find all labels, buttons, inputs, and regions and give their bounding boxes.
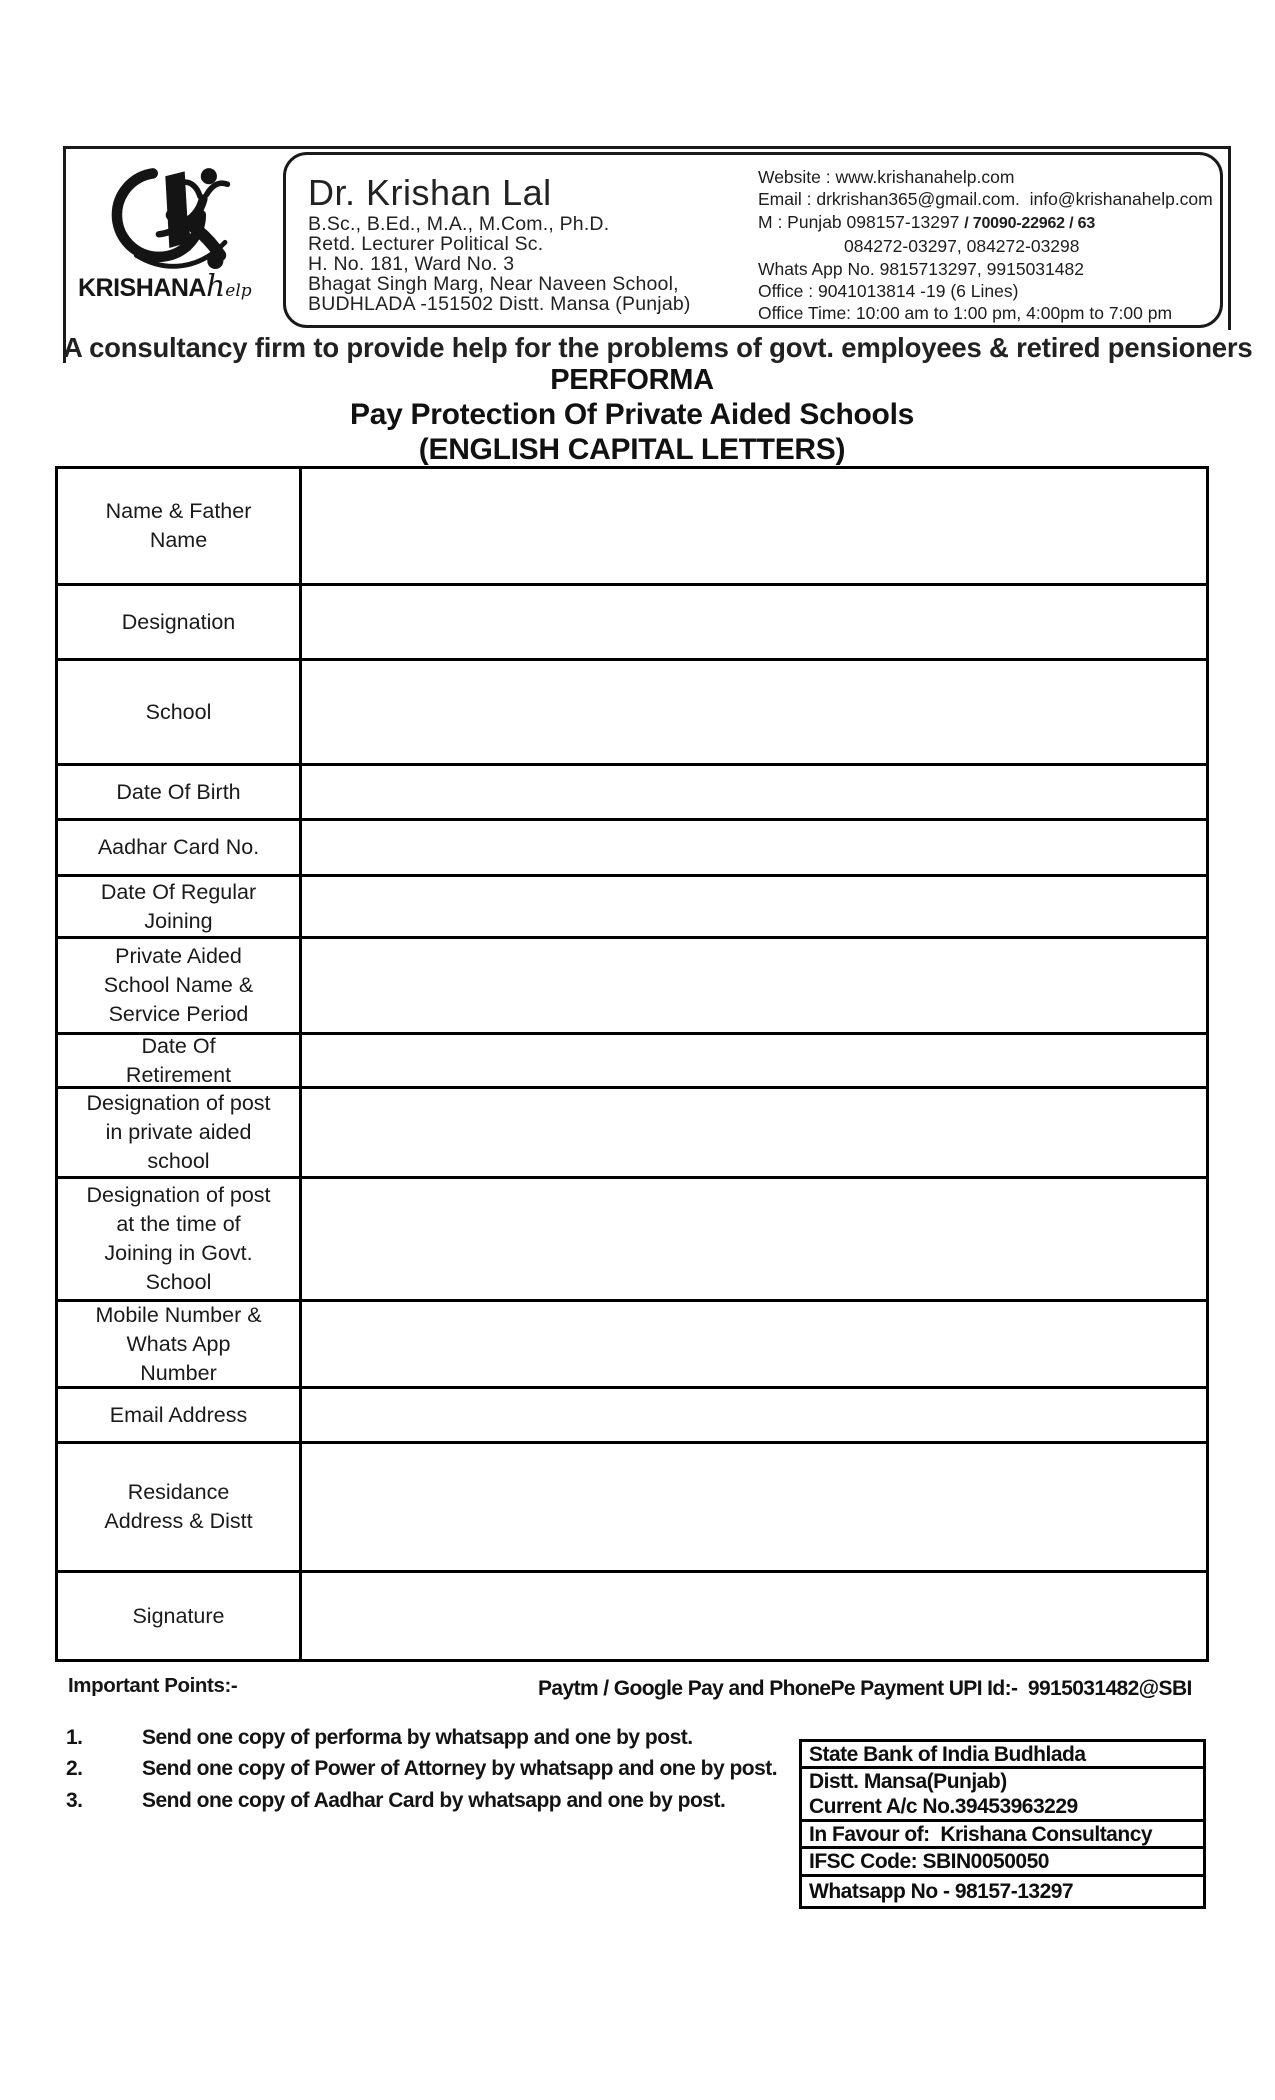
point-text: Send one copy of performa by whatsapp and one by post. <box>142 1726 693 1749</box>
row-label-cell <box>58 1389 302 1441</box>
point-item <box>66 1785 776 1816</box>
row-label: School <box>145 699 212 724</box>
row-label: Private Aided School Name & Service Period <box>103 944 254 1026</box>
row-value-cell <box>302 1302 1206 1386</box>
bank-district: Distt. Mansa(Punjab) <box>809 1770 1007 1793</box>
table-row <box>58 1389 1206 1444</box>
form-table <box>55 466 1209 1662</box>
office-time-line: Office Time: 10:00 am to 1:00 pm, 4:00pm to 7:00 pm <box>758 303 1173 324</box>
payment-upi-line: Paytm / Google Pay and PhonePe Payment UPI Id:- 9915031482@SBI <box>538 1677 1192 1700</box>
row-label: Signature <box>132 1603 225 1628</box>
bank-row-whatsapp <box>802 1877 1203 1906</box>
logo-brand-main: KRISHANA <box>78 274 206 302</box>
point-number: 2. <box>66 1757 83 1781</box>
row-label: Name & Father Name <box>105 499 252 552</box>
whatsapp-line: Whats App No. 9815713297, 9915031482 <box>758 258 1084 279</box>
row-label-cell <box>58 877 302 936</box>
row-value-cell <box>302 939 1206 1032</box>
doctor-address-3: BUDHLADA -151502 Distt. Mansa (Punjab) <box>308 293 691 315</box>
bank-name: State Bank of India Budhlada <box>809 1742 1086 1766</box>
table-row <box>58 661 1206 766</box>
row-label-cell <box>58 586 302 658</box>
form-title: PERFORMA <box>550 364 714 396</box>
row-label-cell <box>58 821 302 874</box>
mobile-line <box>758 211 1220 235</box>
row-value-cell <box>302 877 1206 936</box>
table-row <box>58 766 1206 821</box>
row-label-cell <box>58 766 302 818</box>
doctor-name: Dr. Krishan Lal <box>308 172 552 213</box>
row-label-cell <box>58 1089 302 1176</box>
row-label: Date Of Retirement <box>125 1033 232 1087</box>
contact-details <box>758 155 1220 325</box>
row-label: Aadhar Card No. <box>97 835 260 859</box>
row-label-cell <box>58 1573 302 1659</box>
office-phone-line: Office : 9041013814 -19 (6 Lines) <box>758 281 1019 302</box>
row-value-cell <box>302 586 1206 658</box>
table-row <box>58 1302 1206 1389</box>
bank-whatsapp-number: Whatsapp No - 98157-13297 <box>809 1880 1074 1903</box>
doctor-profession: Retd. Lecturer Political Sc. <box>308 233 544 255</box>
table-row <box>58 877 1206 939</box>
point-text: Send one copy of Aadhar Card by whatsapp and one by post. <box>142 1788 726 1812</box>
point-text: Send one copy of Power of Attorney by whatsapp and one by post. <box>142 1757 778 1781</box>
row-value-cell <box>302 661 1206 763</box>
table-row <box>58 1573 1206 1659</box>
row-label-cell <box>58 1302 302 1386</box>
bank-row-bank-name <box>802 1742 1203 1769</box>
row-value-cell <box>302 1089 1206 1176</box>
row-label: Date Of Regular Joining <box>100 879 257 933</box>
logo-brand-script-elp: elp <box>225 281 252 301</box>
row-value-cell <box>302 766 1206 818</box>
table-row <box>58 1179 1206 1302</box>
point-number: 3. <box>66 1788 83 1812</box>
point-item <box>66 1753 776 1784</box>
row-value-cell <box>302 1573 1206 1659</box>
bank-row-district-account <box>802 1769 1203 1822</box>
row-value-cell <box>302 1179 1206 1299</box>
bank-details-table <box>799 1739 1206 1909</box>
doctor-details <box>286 155 758 325</box>
logo-brand-text <box>78 269 283 304</box>
doctor-address-1: H. No. 181, Ward No. 3 <box>308 253 515 275</box>
row-label: Designation of post at the time of Joining in Govt. School <box>86 1183 271 1294</box>
row-label-cell <box>58 661 302 763</box>
row-value-cell <box>302 1444 1206 1570</box>
table-row <box>58 939 1206 1035</box>
important-points-heading: Important Points:- <box>68 1674 238 1697</box>
bank-account-number: Current A/c No.39453963229 <box>809 1795 1078 1818</box>
row-value-cell <box>302 1035 1206 1086</box>
row-label-cell <box>58 1179 302 1299</box>
row-label: Residance Address & Distt <box>104 1480 253 1533</box>
website-line: Website : www.krishanahelp.com <box>758 167 1015 187</box>
phones-line: 084272-03297, 084272-03298 <box>844 236 1080 257</box>
row-label: Designation <box>121 609 236 634</box>
row-label: Mobile Number & Whats App Number <box>95 1302 262 1385</box>
form-subtitle: Pay Protection Of Private Aided Schools <box>350 398 914 431</box>
row-value-cell <box>302 821 1206 874</box>
bank-row-ifsc <box>802 1849 1203 1877</box>
mobile-line-bold: / 70090-22962 / 63 <box>964 214 1096 232</box>
point-number: 1. <box>66 1726 83 1749</box>
doctor-address-2: Bhagat Singh Marg, Near Naveen School, <box>308 273 679 295</box>
row-label-cell <box>58 939 302 1032</box>
doctor-degrees: B.Sc., B.Ed., M.A., M.Com., Ph.D. <box>308 213 610 235</box>
point-item <box>66 1722 776 1753</box>
points-list <box>66 1722 776 1816</box>
row-value-cell <box>302 1389 1206 1441</box>
row-label: Email Address <box>109 1402 248 1427</box>
row-label: Designation of post in private aided school <box>86 1091 271 1173</box>
table-row <box>58 821 1206 877</box>
table-row <box>58 586 1206 661</box>
bank-in-favour: In Favour of: Krishana Consultancy <box>809 1822 1153 1846</box>
table-row <box>58 1089 1206 1179</box>
table-row <box>58 469 1206 586</box>
row-value-cell <box>302 469 1206 583</box>
krishana-logo-icon <box>94 152 256 273</box>
krishana-help-logo <box>78 152 283 327</box>
table-row <box>58 1444 1206 1573</box>
bank-ifsc-code: IFSC Code: SBIN0050050 <box>809 1850 1049 1873</box>
letterhead-info-card <box>283 152 1223 328</box>
row-label-cell <box>58 469 302 583</box>
row-label-cell <box>58 1444 302 1570</box>
tagline: A consultancy firm to provide help for the problems of govt. employees & retired pensioners <box>63 332 1253 363</box>
table-row <box>58 1035 1206 1089</box>
row-label-cell <box>58 1035 302 1086</box>
bank-row-in-favour <box>802 1822 1203 1849</box>
email-line: Email : drkrishan365@gmail.com. info@krishanahelp.com <box>758 189 1213 210</box>
mobile-line-normal: M : Punjab 098157-13297 <box>758 211 965 232</box>
row-label: Date Of Birth <box>116 779 241 804</box>
logo-brand-script-h: h <box>205 269 226 304</box>
form-note: (ENGLISH CAPITAL LETTERS) <box>418 433 846 466</box>
